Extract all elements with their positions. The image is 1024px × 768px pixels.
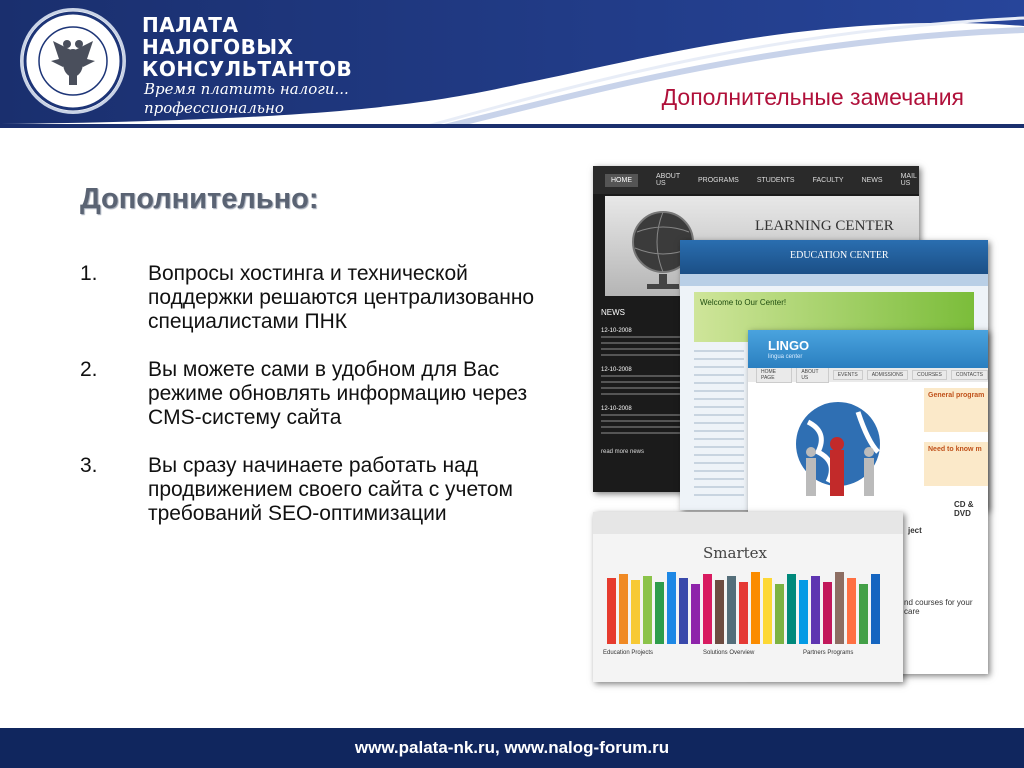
screenshot-smartex [593,512,903,682]
list-item [80,358,550,430]
learning-news-heading: NEWS [601,308,625,317]
globe-people-icon [768,392,908,512]
item-number: 1. [80,262,98,285]
news-text [601,414,681,434]
lingo-nav-item: ABOUT US [796,367,828,383]
footer [0,728,1024,768]
learning-nav-item: ABOUT US [656,173,680,187]
item-number: 2. [80,358,98,381]
tagline [144,80,349,118]
list-item [80,454,550,526]
lingo-nav-item: ADMISSIONS [867,370,908,380]
slide-topic: Дополнительные замечания [661,84,964,110]
item-number: 3. [80,454,98,477]
lingo-general: General program [928,392,985,399]
learning-nav-item: STUDENTS [756,176,795,184]
lingo-ject: ject [908,526,922,535]
lingo-nav-item: HOME PAGE [756,367,792,383]
tagline-line1: Время платить налоги... [144,80,349,98]
lingo-nav-item: CONTACTS [951,370,988,380]
learning-nav-item: FACULTY [812,176,844,184]
item-text: Вопросы хостинга и технической поддержки решаются централизованно специалистами ПНК [148,262,535,333]
lingo-nav-item: EVENTS [833,370,863,380]
lingo-need: Need to know m [928,446,982,453]
tagline-line2: профессионально [144,99,284,117]
news-date: 12-10-2008 [601,328,632,334]
learning-nav-item: MAIL US [900,173,917,187]
education-title: EDUCATION CENTER [790,250,889,261]
news-text [601,375,681,395]
learning-nav-item: NEWS [861,176,883,184]
lingo-subtitle: lingua center [768,354,803,360]
list-item [80,262,550,334]
smartex-col: Partners Programs [803,650,854,656]
lingo-title: LINGO [768,338,810,353]
learning-news [601,308,681,457]
lingo-general-box [924,388,988,432]
news-date: 12-10-2008 [601,367,632,373]
smartex-col: Education Projects [603,650,654,656]
footer-links[interactable]: www.palata-nk.ru, www.nalog-forum.ru [354,738,670,757]
org-name-line1: ПАЛАТА [142,13,239,37]
education-header [680,240,988,274]
item-text: Вы сразу начинаете работать над продвижением своего сайта с учетом требований SEO-оптимизации [148,454,513,525]
lingo-header [748,330,988,368]
org-name-line2: НАЛОГОВЫХ [142,35,294,59]
lingo-cd: CD & DVD [954,500,974,518]
smartex-col: Solutions Overview [703,650,755,656]
smartex-columns [603,650,893,656]
lingo-courses: nd courses for your care [904,598,973,616]
smartex-title: Smartex [703,544,767,562]
header [0,0,1024,128]
learning-nav-item: PROGRAMS [698,176,739,184]
education-nav [680,274,988,286]
org-name-line3: КОНСУЛЬТАНТОВ [142,57,353,81]
chamber-logo [20,8,126,114]
lingo-nav-item: COURSES [912,370,947,380]
pencils-image [603,570,893,644]
smartex-nav [593,512,903,534]
education-body [694,350,744,500]
section-heading: Дополнительно: [80,183,319,215]
news-date: 12-10-2008 [601,406,632,412]
lingo-need-box [924,442,988,486]
education-welcome: Welcome to Our Center! [700,298,787,307]
item-text: Вы можете сами в удобном для Вас режиме обновлять информацию через CMS-систему сайта [148,358,528,429]
read-more-link[interactable]: read more news [601,449,645,455]
organization-name [142,14,352,80]
learning-nav [593,166,919,194]
lingo-nav [748,368,988,382]
news-text [601,336,681,356]
learning-nav-item: HOME [605,174,638,187]
learning-title: LEARNING CENTER [755,218,894,234]
feature-list [80,262,550,550]
